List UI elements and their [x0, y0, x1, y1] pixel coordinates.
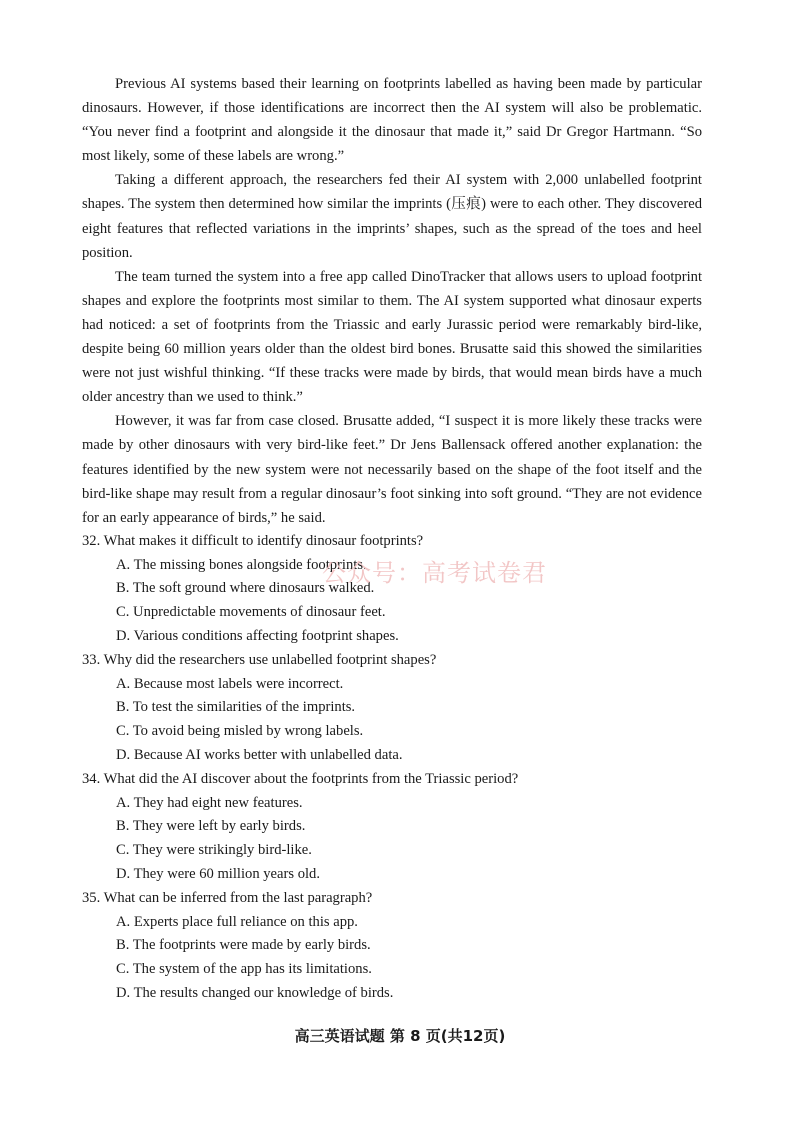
passage-paragraph-4: However, it was far from case closed. Brusatte added, “I suspect it is more likely these tracks were made by other dinosaurs with very bird-like feet.” Dr Jens Ballensack offered another explanation: the features identified by the new system were not necessarily based on the shape of the foot itself and the bird-like shape may result from a regular dinosaur’s foot sinking into soft ground. “They are not evidence for an early appearance of birds,” he said. — [82, 413, 702, 526]
option-d: D. Because AI works better with unlabelled data. — [116, 746, 403, 763]
watermark-text: 公众号：高考试卷君 — [322, 559, 547, 587]
passage — [82, 72, 702, 530]
option-d: D. They were 60 million years old. — [116, 865, 320, 882]
question-stem: 35. What can be inferred from the last paragraph? — [82, 889, 373, 906]
question-33 — [82, 649, 702, 768]
option-a: A. The missing bones alongside footprints. — [116, 556, 367, 573]
question-34 — [82, 768, 702, 887]
option-a: A. Because most labels were incorrect. — [116, 675, 344, 692]
option-a: A. They had eight new features. — [116, 794, 303, 811]
option-c: C. To avoid being misled by wrong labels. — [116, 723, 364, 740]
option-c: C. They were strikingly bird-like. — [116, 842, 312, 859]
option-d: D. Various conditions affecting footprint shapes. — [116, 627, 399, 644]
option-a: A. Experts place full reliance on this app. — [116, 913, 358, 930]
question-32 — [82, 530, 702, 649]
option-b: B. The soft ground where dinosaurs walked. — [116, 580, 375, 597]
document-page — [82, 72, 702, 1006]
option-b: B. The footprints were made by early birds. — [116, 937, 371, 954]
question-stem: 33. Why did the researchers use unlabelled footprint shapes? — [82, 651, 437, 668]
passage-paragraph-1: Previous AI systems based their learning on footprints labelled as having been made by particular dinosaurs. However, if those identifications are incorrect then the AI system will also be problematic. “You never find a footprint and alongside it the dinosaur that made it,” said Dr Gregor Hartmann. “So most likely, some of these labels are wrong.” — [82, 76, 702, 165]
option-c: C. Unpredictable movements of dinosaur feet. — [116, 604, 386, 621]
passage-paragraph-3: The team turned the system into a free app called DinoTracker that allows users to upload footprint shapes and explore the footprints most similar to them. The AI system supported what dinosaur experts had noticed: a set of footprints from the Triassic and early Jurassic period were remarkably bird-like, despite being 60 million years older than the oldest bird bones. Brusatte said this showed the similarities were not just wishful thinking. “If these tracks were made by birds, that would mean birds have a much older ancestry than we used to think.” — [82, 268, 702, 406]
question-stem: 34. What did the AI discover about the footprints from the Triassic period? — [82, 770, 519, 787]
question-35 — [82, 887, 702, 1006]
page-footer: 高三英语试题 第 8 页(共12页) — [294, 1027, 506, 1045]
option-c: C. The system of the app has its limitations. — [116, 961, 372, 978]
option-d: D. The results changed our knowledge of birds. — [116, 984, 394, 1001]
option-b: B. They were left by early birds. — [116, 818, 306, 835]
question-stem: 32. What makes it difficult to identify dinosaur footprints? — [82, 532, 424, 549]
passage-paragraph-2: Taking a different approach, the researchers fed their AI system with 2,000 unlabelled footprint shapes. The system then determined how similar the imprints (压痕) were to each other. They discovered eight features that reflected variations in the imprints’ shapes, such as the spread of the toes and heel position. — [82, 172, 702, 261]
option-b: B. To test the similarities of the imprints. — [116, 699, 356, 716]
